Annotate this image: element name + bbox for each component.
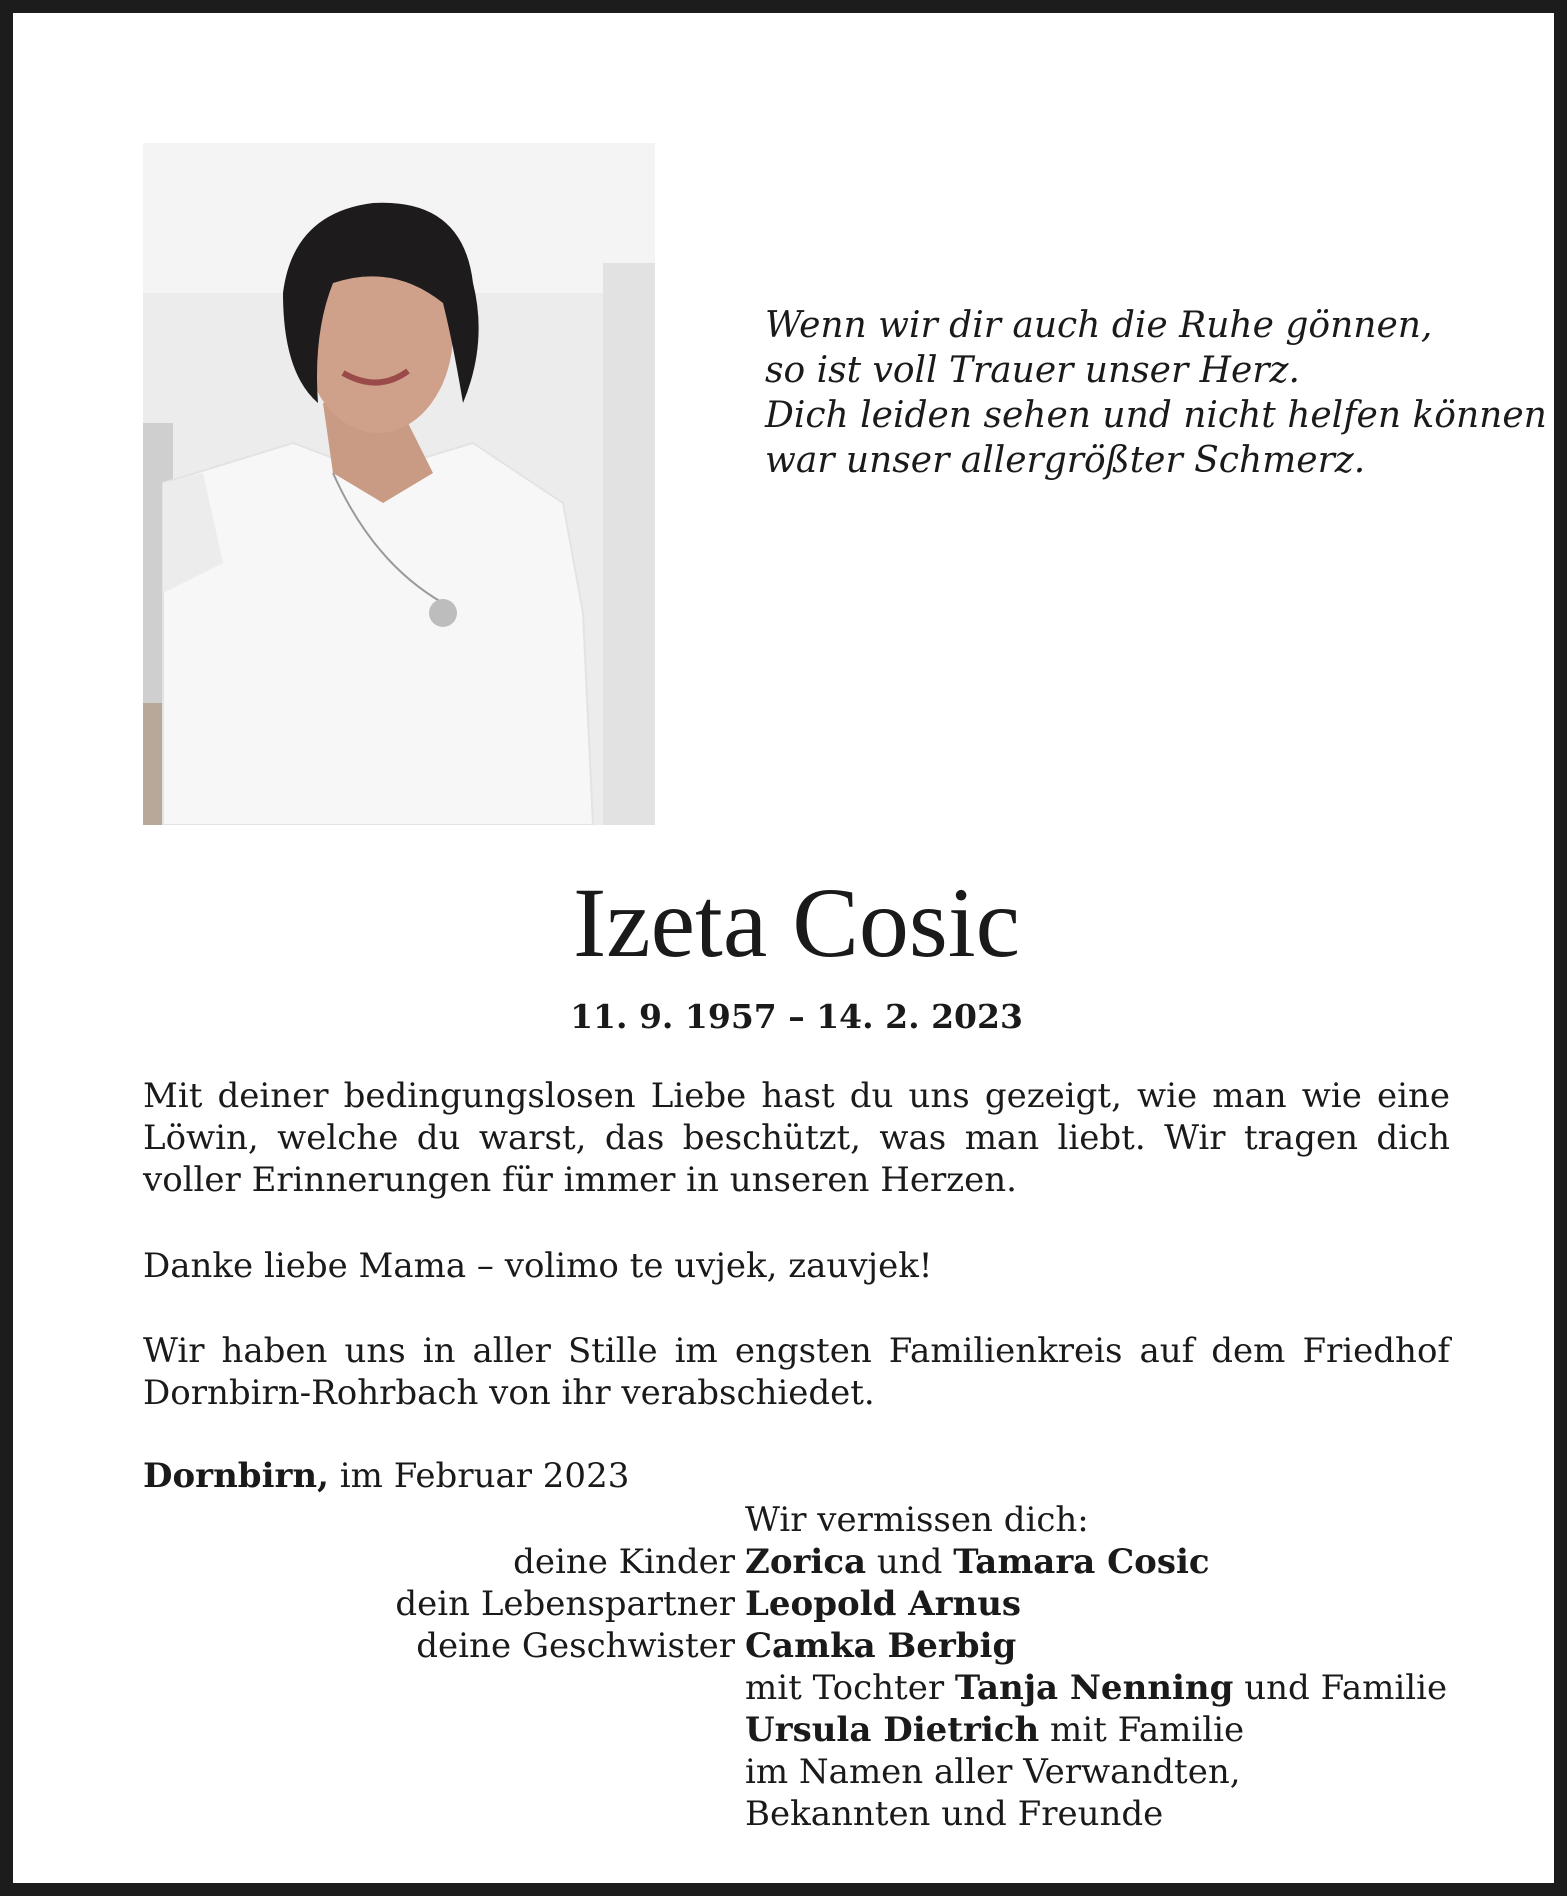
mourner-suffix: und Familie xyxy=(1244,1668,1448,1708)
mourner-name: Camka Berbig xyxy=(745,1626,1017,1666)
poem-line: Dich leiden sehen und nicht helfen können xyxy=(765,395,1547,436)
mourner-row-children xyxy=(13,1541,1567,1583)
mourner-name: Tanja Nenning xyxy=(954,1668,1234,1708)
portrait-illustration xyxy=(143,143,655,825)
portrait-photo xyxy=(143,143,655,825)
mourner-row-ursula xyxy=(13,1709,1567,1751)
mourner-label: deine Kinder xyxy=(513,1542,735,1582)
mourner-name: Tamara Cosic xyxy=(953,1542,1210,1582)
place-and-date xyxy=(143,1455,629,1497)
place-date: im Februar 2023 xyxy=(339,1456,630,1496)
mourner-closing: Bekannten und Freunde xyxy=(745,1794,1164,1834)
poem-line: war unser allergrößter Schmerz. xyxy=(765,440,1366,481)
mourner-names xyxy=(745,1709,1244,1751)
mourner-row-siblings xyxy=(13,1625,1567,1667)
mourners-intro: Wir vermissen dich: xyxy=(745,1500,1089,1540)
poem-line: so ist voll Trauer unser Herz. xyxy=(765,350,1300,391)
mourner-prefix: mit Tochter xyxy=(745,1668,945,1708)
place-city: Dornbirn, xyxy=(143,1456,329,1496)
mourner-row-partner xyxy=(13,1583,1567,1625)
poem-line: Wenn wir dir auch die Ruhe gönnen, xyxy=(765,305,1433,346)
mourner-joiner: und xyxy=(876,1542,943,1582)
poem xyxy=(765,303,1547,483)
mourner-label: dein Lebenspartner xyxy=(395,1584,735,1624)
deceased-name: Izeta Cosic xyxy=(572,867,1021,978)
mourner-label: deine Geschwister xyxy=(416,1626,735,1666)
mourner-row-closing-2 xyxy=(13,1793,1567,1835)
mourner-row-daughter xyxy=(13,1667,1567,1709)
life-dates: 11. 9. 1957 – 14. 2. 2023 xyxy=(570,997,1023,1036)
mourner-closing: im Namen aller Verwandten, xyxy=(745,1752,1241,1792)
tribute-paragraph: Mit deiner bedingungslosen Liebe hast du uns gezeigt, wie man wie eine Löwin, welche du warst, das beschützt, was man liebt. Wir tragen dich voller Erinnerungen für immer in unseren Herzen. xyxy=(143,1076,1450,1200)
mourner-names xyxy=(745,1667,1447,1709)
mourner-names xyxy=(745,1541,1210,1583)
mourner-name: Ursula Dietrich xyxy=(745,1710,1040,1750)
mourner-names xyxy=(745,1583,1021,1625)
mourner-name: Leopold Arnus xyxy=(745,1584,1022,1624)
mourner-row-closing-1 xyxy=(13,1751,1567,1793)
funeral-notice-paragraph: Wir haben uns in aller Stille im engsten Familienkreis auf dem Friedhof Dornbirn-Rohrbach von ihr verabschiedet. xyxy=(143,1331,1450,1413)
thanks-paragraph: Danke liebe Mama – volimo te uvjek, zauvjek! xyxy=(143,1246,933,1286)
mourner-suffix: mit Familie xyxy=(1050,1710,1245,1750)
mourner-name: Zorica xyxy=(745,1542,867,1582)
mourner-names xyxy=(745,1625,1016,1667)
